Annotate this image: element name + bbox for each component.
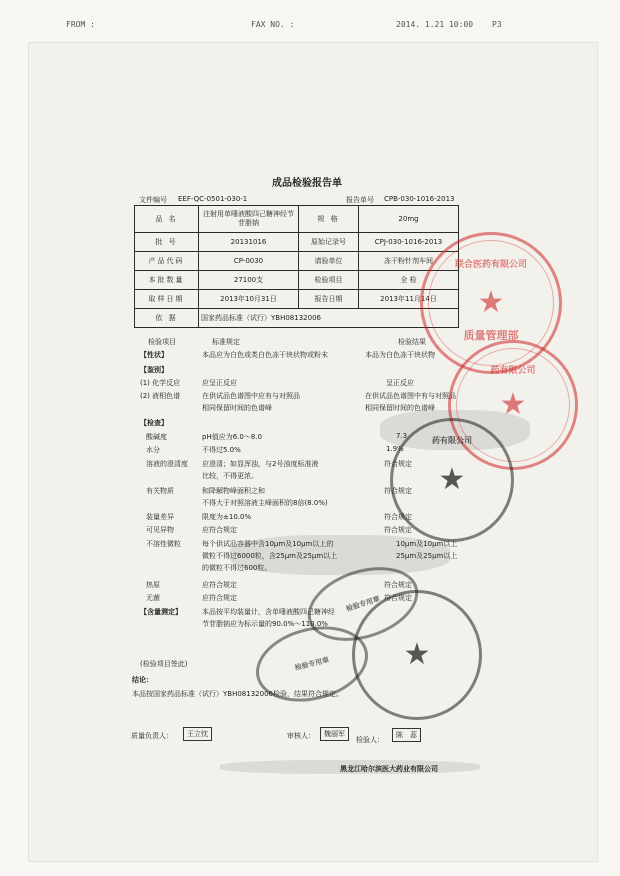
star-icon: ★: [403, 637, 431, 672]
report-date: 2013年11月14日: [359, 290, 459, 309]
header-standard: 标准规定: [212, 338, 240, 346]
remarks-label: (检验项目签此): [140, 660, 188, 668]
identification-label: 【鉴别】: [140, 366, 168, 374]
hplc-result: 在供试品色谱图中有与对照品: [365, 392, 456, 400]
appearance-standard: 本品应为白色或类白色冻干块状物或粉末: [202, 351, 328, 359]
star-icon: ★: [499, 387, 527, 422]
solution-result: 符合规定: [384, 460, 412, 468]
stamp-text: 检验专用章: [345, 594, 381, 614]
star-icon: ★: [438, 462, 466, 497]
pyrogen-standard: 应符合规定: [202, 581, 237, 589]
stamp-text: 联合医药有限公司: [454, 260, 527, 270]
product-name: 注射用单唾液酸四己糖神经节苷脂钠: [199, 206, 299, 233]
water-label: 水分: [146, 446, 160, 454]
table-row: [135, 233, 459, 252]
batch: 20131016: [199, 233, 299, 252]
fax-from: FROM :: [66, 20, 95, 29]
particles-standard-3: 的微粒不得过600粒。: [202, 564, 272, 572]
visible-label: 可见异物: [146, 526, 174, 534]
record-no-label: 原始记录号: [299, 233, 359, 252]
particles-standard-2: 微粒不得过6000粒，含25μm及25μm以上: [202, 552, 338, 560]
loading-label: 装量差异: [146, 513, 174, 521]
ph-label: 酸碱度: [146, 433, 167, 441]
quantity-label: 本批数量: [135, 271, 199, 290]
reviewer-signature: 魏丽军: [320, 727, 349, 741]
assay-standard-2: 节苷脂钠应为标示量的90.0%～110.0%: [202, 620, 328, 628]
solution-label: 溶液的澄清度: [146, 460, 188, 468]
basis-label: 依 据: [135, 309, 199, 328]
sterility-label: 无菌: [146, 594, 160, 602]
stamp-text: 药有限公司: [432, 436, 472, 445]
hplc-result-2: 相同保留时间的色谱峰: [365, 404, 435, 412]
record-no: CPJ-030-1016-2013: [359, 233, 459, 252]
scan-smudge: [230, 535, 450, 575]
hplc-standard: 在供试品色谱图中应有与对照品: [202, 392, 300, 400]
request-unit-label: 请验单位: [299, 252, 359, 271]
file-no-label: 文件编号: [139, 196, 167, 204]
related-label: 有关物质: [146, 487, 174, 495]
chem-reaction-label: (1) 化学反应: [140, 379, 181, 387]
code-label: 产品代码: [135, 252, 199, 271]
header-item: 检验项目: [148, 338, 176, 346]
conclusion-text: 本品按国家药品标准（试行）YBH08132006检验，结果符合规定。: [132, 690, 343, 698]
sterility-result: 符合规定: [384, 594, 412, 602]
report-no: CPB-030-1016-2013: [384, 195, 455, 203]
fax-number: FAX NO. :: [251, 20, 295, 29]
conclusion-label: 结论：: [132, 676, 153, 684]
product-name-label: 品 名: [135, 206, 199, 233]
particles-label: 不溶性微粒: [146, 540, 181, 548]
related-result: 符合规定: [384, 487, 412, 495]
report-no-label: 报告单号: [346, 196, 374, 204]
sterility-standard: 应符合规定: [202, 594, 237, 602]
table-row: [135, 309, 459, 328]
report-date-label: 报告日期: [299, 290, 359, 309]
appearance-result: 本品为白色冻干块状物: [365, 351, 435, 359]
visible-result: 符合规定: [384, 526, 412, 534]
stamp-subtext: 质量管理部: [463, 329, 519, 342]
related-standard-2: 不得大于对照溶液主峰面积的8倍(8.0%): [202, 499, 328, 507]
assay-standard: 本品按平均装量计，含单唾液酸四己糖神经: [202, 608, 335, 616]
water-result: 1.9%: [386, 445, 404, 453]
header-result: 检验结果: [398, 338, 426, 346]
inspector-signature: 陈 蕊: [392, 728, 421, 742]
info-table: [134, 205, 459, 328]
chem-reaction-result: 呈正反应: [386, 379, 414, 387]
pyrogen-result: 符合规定: [384, 581, 412, 589]
test-item-label: 检验项目: [299, 271, 359, 290]
particles-standard: 每个供试品容器中含10μm及10μm以上的: [202, 540, 334, 548]
solution-standard-2: 比较，不得更浓。: [202, 472, 258, 480]
fax-page-number: P3: [492, 20, 502, 29]
table-row: [135, 271, 459, 290]
solution-standard: 应澄清；如显浑浊，与2号浊度标准液: [202, 460, 319, 468]
loading-result: 符合规定: [384, 513, 412, 521]
test-item: 全 检: [359, 271, 459, 290]
scan-smudge: [220, 760, 480, 774]
hplc-label: (2) 液相色谱: [140, 392, 181, 400]
file-no: EEF-QC-0501-030-1: [178, 195, 248, 203]
spec-label: 规 格: [299, 206, 359, 233]
table-row: [135, 252, 459, 271]
particles-result-2: 25μm及25μm以上: [396, 552, 458, 560]
qa-label: 质量负责人：: [131, 732, 173, 740]
hplc-standard-2: 相同保留时间的色谱峰: [202, 404, 272, 412]
batch-label: 批 号: [135, 233, 199, 252]
visible-standard: 应符合规定: [202, 526, 237, 534]
star-icon: ★: [477, 285, 505, 320]
particles-result: 10μm及10μm以上: [396, 540, 458, 548]
fax-datetime: 2014. 1.21 10:00: [396, 20, 474, 29]
table-row: [135, 290, 459, 309]
pyrogen-label: 热原: [146, 581, 160, 589]
stamp-text: 药有限公司: [490, 366, 536, 376]
basis: 国家药品标准（试行）YBH08132006: [199, 309, 459, 328]
black-company-stamp: [390, 418, 514, 542]
company-name: 黑龙江哈尔滨医大药业有限公司: [340, 765, 438, 773]
spec: 20mg: [359, 206, 459, 233]
inspection-label: 【检查】: [140, 419, 168, 427]
appearance-label: 【性状】: [140, 351, 168, 359]
table-row: [135, 206, 459, 233]
loading-standard: 限度为±10.0%: [202, 513, 252, 521]
chem-reaction-standard: 应呈正反应: [202, 379, 237, 387]
quantity: 27100支: [199, 271, 299, 290]
ph-standard: pH值应为6.0～8.0: [202, 433, 262, 441]
sample-date: 2013年10月31日: [199, 290, 299, 309]
stamp-text: 检验专用章: [294, 655, 330, 673]
assay-label: 【含量测定】: [140, 608, 182, 616]
code: CP-0030: [199, 252, 299, 271]
report-title: 成品检验报告单: [272, 178, 342, 189]
water-standard: 不得过5.0%: [202, 446, 241, 454]
reviewer-label: 审核人：: [287, 732, 315, 740]
inspector-label: 检验人：: [356, 736, 384, 744]
sample-date-label: 取样日期: [135, 290, 199, 309]
request-unit: 冻干粉针剂车间: [359, 252, 459, 271]
qa-signature: 王立忱: [183, 727, 212, 741]
related-standard: 和降解物峰面积之和: [202, 487, 265, 495]
ph-result: 7.3: [396, 432, 408, 440]
